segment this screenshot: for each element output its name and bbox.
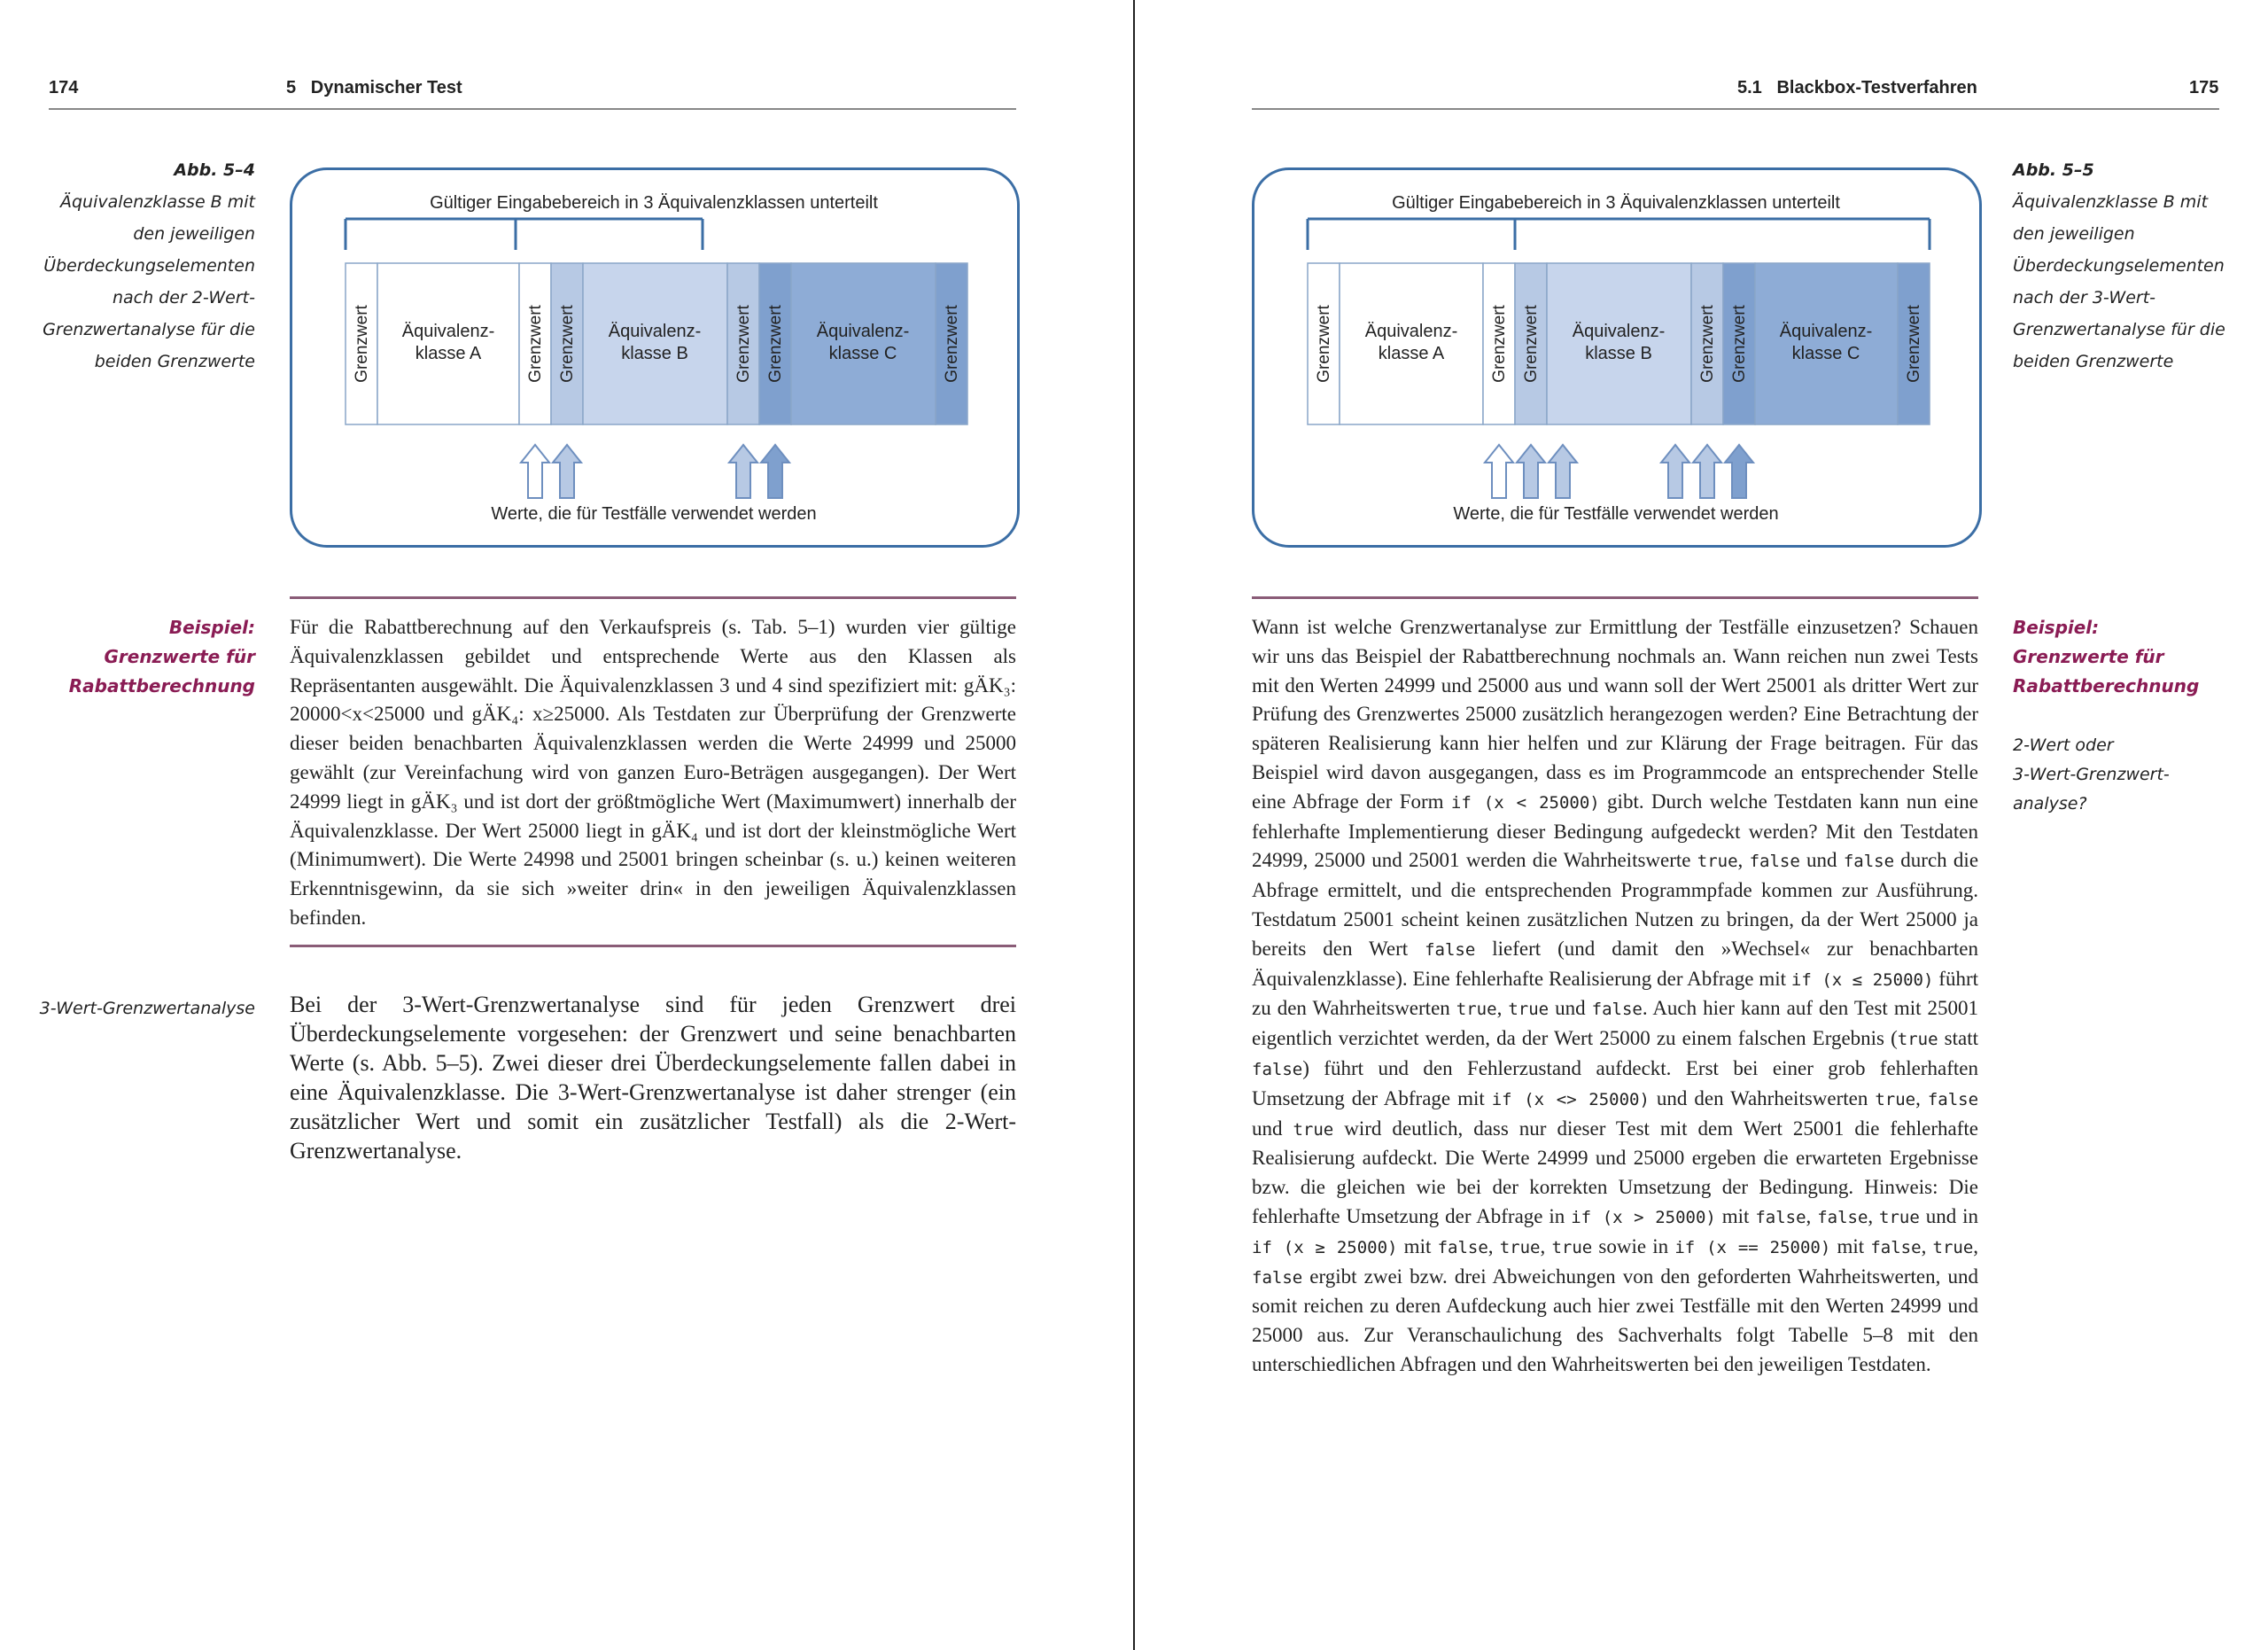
page-number: 174	[49, 78, 79, 97]
inline-code: true	[1499, 1237, 1541, 1257]
prose-fragment: mit	[1397, 1234, 1438, 1257]
equivalence-class-figure	[1252, 167, 1982, 548]
prose-fragment: ,	[1868, 1204, 1880, 1227]
prose-fragment: liefert (und damit den »Wechsel« zur benachbarten Äquivalenzklasse). Eine fehlerhafte Realisierung der Abfrage mit	[1252, 937, 1978, 990]
margin-line: Grenzwerte für	[2013, 646, 2164, 667]
margin-line: Grenzwerte für	[104, 646, 255, 667]
arrow-up-icon	[761, 445, 789, 498]
margin-line: 2-Wert oder	[2013, 735, 2114, 755]
margin-question	[2013, 731, 2243, 819]
boundary-label: Grenzwert	[1905, 305, 1923, 383]
boundary-label: Grenzwert	[766, 305, 785, 383]
class-a-label: Äquivalenz-	[401, 322, 495, 341]
inline-code: if (x == 25000)	[1674, 1237, 1831, 1257]
header-rule	[49, 108, 1016, 110]
prose-fragment: ergibt zwei bzw. drei Abweichungen von den geforderten Wahrheitswerten, und somit reichen zu deren Aufdeckung auch hier zwei Testfälle mit den Werten 24999 und 25000 aus. Zur Veranschaulichung des Sachverhalts folgt Tabelle 5–8 mit den unterschiedlichen Abfragen und den Wahrheitswerten bei den jeweiligen Testdaten.	[1252, 1265, 1978, 1375]
inline-code: true	[1875, 1089, 1916, 1109]
figure-top-label: Gültiger Eingabebereich in 3 Äquivalenzklassen unterteilt	[430, 193, 878, 213]
analysis-paragraph	[1252, 613, 1978, 1380]
inline-code: false	[1817, 1207, 1868, 1227]
inline-code: false	[1927, 1089, 1979, 1109]
figure-svg	[1254, 170, 1979, 545]
boundary-label: Grenzwert	[1490, 305, 1509, 383]
margin-3wert: 3-Wert-Grenzwertanalyse	[39, 999, 255, 1018]
header-rule	[1252, 108, 2219, 110]
boundary-label: Grenzwert	[1315, 305, 1333, 383]
inline-code: false	[1755, 1207, 1806, 1227]
page-number: 175	[2189, 78, 2219, 97]
figure-svg	[292, 170, 1017, 545]
margin-line: Rabattberechnung	[68, 675, 255, 697]
prose-fragment: und	[1799, 849, 1844, 872]
inline-code: true	[1879, 1207, 1920, 1227]
prose-fragment: sowie in	[1592, 1234, 1675, 1257]
inline-code: true	[1508, 1000, 1550, 1020]
prose-fragment: ,	[1915, 1086, 1928, 1109]
margin-example-heading	[35, 613, 255, 701]
range-bracket	[1308, 219, 1930, 250]
boundary-label: Grenzwert	[1522, 305, 1541, 383]
prose-fragment: führt zu den Wahrheitswerten	[1252, 967, 1978, 1020]
boundary-label: Grenzwert	[734, 305, 753, 383]
inline-code: false	[1843, 852, 1895, 872]
inline-code: if (x ≥ 25000)	[1252, 1237, 1398, 1257]
text-3wert	[290, 990, 1016, 1165]
inline-code: true	[1551, 1237, 1593, 1257]
prose-fragment: mit	[1830, 1234, 1871, 1257]
text-3wert-paragraph: Bei der 3-Wert-Grenzwertanalyse sind für jeden Grenzwert drei Überdeckungselemente vorgesehen: der Grenzwert und seine benachbarten Werte (s. Abb. 5–5). Zwei dieser drei Überdeckungselemente fallen dabei in eine Äquivalenzklasse. Die 3-Wert-Grenzwertanalyse ist daher strenger (ein zusätzlicher Wert und somit ein zusätzlicher Testfall) als die 2-Wert-Grenzwertanalyse.	[290, 992, 1016, 1164]
inline-code: false	[1252, 1059, 1303, 1079]
boundary-label: Grenzwert	[1730, 305, 1749, 383]
caption-line: Überdeckungselementen	[43, 256, 255, 276]
margin-line: Beispiel:	[2013, 617, 2100, 638]
left-page	[0, 0, 1133, 1650]
figure-label: Abb. 5–4	[174, 160, 255, 180]
caption-line: Grenzwertanalyse für die	[2013, 320, 2225, 339]
figure-bottom-label: Werte, die für Testfälle verwendet werden	[491, 504, 817, 524]
example-paragraph	[290, 613, 1016, 933]
class-a-label: klasse A	[1378, 344, 1445, 363]
caption-line: den jeweiligen	[133, 224, 255, 244]
section-heading: 5.1 Blackbox-Testverfahren	[1737, 78, 1977, 97]
inline-code: false	[1437, 1237, 1488, 1257]
prose-fragment: ,	[1496, 997, 1509, 1020]
right-page	[1135, 0, 2268, 1650]
inline-code: true	[1932, 1237, 1974, 1257]
class-b-label: klasse B	[1585, 344, 1652, 363]
prose-fragment: ) führt und den Fehlerzustand aufdeckt. Erst bei einer grob fehlerhaften Umsetzung der Abfrage mit	[1252, 1056, 1978, 1109]
inline-code: true	[1456, 1000, 1497, 1020]
caption-line: Äquivalenzklasse B mit	[59, 192, 255, 212]
margin-line: 3-Wert-Grenzwert-	[2013, 765, 2170, 784]
arrow-up-icon	[1517, 445, 1545, 498]
inline-code: true	[1697, 852, 1738, 872]
class-c-label: Äquivalenz-	[1779, 322, 1873, 341]
inline-code: if (x < 25000)	[1450, 792, 1600, 813]
margin-line: Beispiel:	[168, 617, 255, 638]
arrow-up-icon	[1485, 445, 1513, 498]
arrow-up-icon	[1693, 445, 1721, 498]
inline-code: if (x <> 25000)	[1491, 1089, 1650, 1109]
example-bottom-rule	[290, 945, 1016, 947]
figure-label: Abb. 5–5	[2013, 160, 2094, 180]
boundary-label: Grenzwert	[526, 305, 545, 383]
prose-fragment: und	[1252, 1117, 1293, 1140]
caption-line: Äquivalenzklasse B mit	[2013, 192, 2209, 212]
prose-fragment: statt	[1938, 1027, 1978, 1050]
prose-fragment: ,	[1737, 849, 1750, 872]
prose-fragment: ,	[1487, 1234, 1500, 1257]
caption-line: nach der 3-Wert-	[2013, 288, 2156, 307]
class-b-label: Äquivalenz-	[608, 322, 702, 341]
analysis-text	[1252, 613, 1978, 1380]
prose-fragment: . Auch hier kann auf den Test mit 25001 eigentlich verzichtet werden, da der Wert 25000 zu einem falschen Ergebnis (	[1252, 997, 1979, 1050]
inline-code: false	[1425, 939, 1476, 960]
caption-line: beiden Grenzwerte	[94, 352, 255, 371]
range-bracket	[346, 219, 703, 250]
prose-fragment: mit	[1715, 1204, 1756, 1227]
prose-fragment: und den Wahrheitswerten	[1649, 1086, 1876, 1109]
arrow-up-icon	[553, 445, 581, 498]
class-c-label: Äquivalenz-	[816, 322, 910, 341]
boundary-label: Grenzwert	[1698, 305, 1717, 383]
prose-fragment: ,	[1806, 1204, 1818, 1227]
margin-line: Rabattberechnung	[2013, 675, 2200, 697]
prose-fragment: ,	[1921, 1234, 1933, 1257]
caption-line: nach der 2-Wert-	[112, 288, 255, 307]
margin-line: analyse?	[2013, 794, 2087, 813]
inline-code: true	[1897, 1030, 1938, 1050]
prose-fragment: ,	[1973, 1234, 1979, 1257]
figure-caption	[35, 154, 255, 377]
prose-fragment: gibt. Durch welche Testdaten kann nun eine fehlerhafte Implementierung dieser Bedingung aufgedeckt werden? Mit den Testdaten 24999, 25000 und 25001 werden die Wahrheitswerte	[1252, 790, 1978, 872]
chapter-heading: 5 Dynamischer Test	[286, 78, 462, 97]
figure-top-label: Gültiger Eingabebereich in 3 Äquivalenzklassen unterteilt	[1392, 193, 1840, 213]
example-top-rule	[1252, 596, 1978, 599]
caption-line: Überdeckungselementen	[2013, 256, 2225, 276]
caption-line: Grenzwertanalyse für die	[43, 320, 255, 339]
inline-code: if (x ≤ 25000)	[1790, 969, 1934, 990]
class-b-label: Äquivalenz-	[1572, 322, 1666, 341]
class-a-label: Äquivalenz-	[1364, 322, 1458, 341]
figure-caption	[2013, 154, 2243, 377]
figure-bottom-label: Werte, die für Testfälle verwendet werden	[1453, 504, 1779, 524]
inline-code: if (x > 25000)	[1571, 1207, 1716, 1227]
arrow-up-icon	[1549, 445, 1577, 498]
boundary-label: Grenzwert	[943, 305, 961, 383]
arrow-up-icon	[729, 445, 757, 498]
inline-code: true	[1293, 1119, 1334, 1140]
class-a-label: klasse A	[415, 344, 482, 363]
equivalence-class-figure	[290, 167, 1020, 548]
prose-fragment: und in	[1919, 1204, 1979, 1227]
arrow-up-icon	[1725, 445, 1753, 498]
inline-code: false	[1749, 852, 1800, 872]
inline-code: false	[1591, 1000, 1643, 1020]
class-b-label: klasse B	[621, 344, 688, 363]
prose-fragment: und	[1549, 997, 1592, 1020]
inline-code: false	[1870, 1237, 1922, 1257]
example-text: Für die Rabattberechnung auf den Verkaufspreis (s. Tab. 5–1) wurden vier gültige Äquivalenzklassen gebildet und entsprechende Werte aus den Klassen als Repräsentanten ausgewählt. Die Äquivalenzklassen 3 und 4 sind spezifiziert mit: gÄK₃: 20000<x<25000 und gÄK₄: x≥25000. Als Testdaten zur Überprüfung der Grenzwerte dieser beiden benachbarten Äquivalenzklassen werden die Werte 24999 und 25000 gewählt (zur Vereinfachung wird von ganzen Euro-Beträgen ausgegangen). Der Wert 24999 liegt in gÄK₃ und ist dort der größtmögliche Wert (Maximumwert) innerhalb der Äquivalenzklasse. Der Wert 25000 liegt in gÄK₄ und ist dort der kleinstmögliche Wert (Minimumwert). Die Werte 24998 und 25001 bringen scheinbar (s. u.) keinen weiteren Erkenntnisgewinn, da sie sich »weiter drin« in den jeweiligen Äquivalenzklassen befinden.	[290, 616, 1016, 929]
inline-code: false	[1252, 1267, 1303, 1288]
prose-fragment: durch die Abfrage ermittelt, und die entsprechenden Programmpfade kommen zur Ausführung. Testdatum 25001 scheint keinen zusätzlichen Nutzen zu bringen, da der Wert 25000 ja bereits den Wert	[1252, 849, 1979, 960]
prose-fragment: ,	[1540, 1234, 1552, 1257]
margin-example-heading	[2013, 613, 2243, 701]
class-c-label: klasse C	[1791, 344, 1860, 363]
arrow-up-icon	[521, 445, 549, 498]
boundary-label: Grenzwert	[558, 305, 577, 383]
arrow-up-icon	[1661, 445, 1689, 498]
class-c-label: klasse C	[828, 344, 897, 363]
caption-line: beiden Grenzwerte	[2013, 352, 2174, 371]
prose-fragment: wird deutlich, dass nur dieser Test mit dem Wert 25001 die fehlerhafte Realisierung aufdeckt. Die Werte 24999 und 25000 ergeben die erwarteten Ergebnisse bzw. die gleichen wie bei der korrekten Umsetzung der Bedingung. Hinweis: Die fehlerhafte Umsetzung der Abfrage in	[1252, 1117, 1978, 1227]
example-top-rule	[290, 596, 1016, 599]
caption-line: den jeweiligen	[2013, 224, 2135, 244]
boundary-label: Grenzwert	[353, 305, 371, 383]
prose-fragment: Wann ist welche Grenzwertanalyse zur Ermittlung der Testfälle einzusetzen? Schauen wir uns das Beispiel der Rabattberechnung nochmals an. Wann reichen nun zwei Tests mit den Werten 24999 und 25000 aus und wann soll der Wert 25001 als dritter Wert zur Prüfung des Grenzwertes 25000 zusätzlich herangezogen werden? Eine Betrachtung der späteren Realisierung kann hier helfen und zur Klärung der Frage beitragen. Für das Beispiel wird davon ausgegangen, dass es im Programmcode an entsprechender Stelle eine Abfrage der Form	[1252, 616, 1978, 813]
